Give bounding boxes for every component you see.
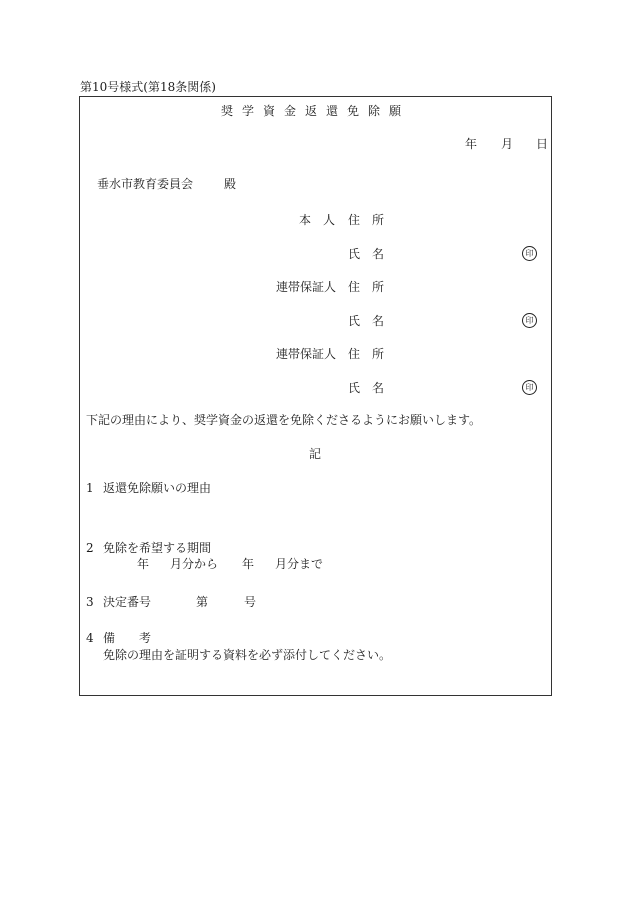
item2-month-to: 月分まで: [275, 557, 324, 571]
ki-heading: 記: [309, 447, 322, 461]
item3-dai: 第: [196, 595, 209, 609]
guarantor1-address-label: 住 所: [348, 280, 385, 294]
item2-label: 免除を希望する期間: [103, 541, 212, 555]
applicant-role: 本 人: [299, 213, 336, 227]
guarantor2-name-label: 氏 名: [348, 381, 385, 395]
addressee-honorific: 殿: [224, 177, 237, 191]
addressee-name: 垂水市教育委員会: [97, 177, 194, 191]
item3-go: 号: [244, 595, 257, 609]
form-number-label: 第10号様式(第18条関係): [80, 80, 216, 94]
item1-number: 1: [86, 481, 94, 495]
guarantor1-name-label: 氏 名: [348, 314, 385, 328]
item2-number: 2: [86, 541, 94, 555]
item3-number: 3: [86, 595, 94, 609]
request-text: 下記の理由により、奨学資金の返還を免除くださるようにお願いします。: [86, 413, 482, 427]
guarantor2-role: 連帯保証人: [276, 347, 337, 361]
item2-year-from: 年: [137, 557, 150, 571]
item1-label: 返還免除願いの理由: [103, 481, 212, 495]
date-year-label: 年: [465, 137, 478, 151]
applicant-name-label: 氏 名: [348, 247, 385, 261]
item2-month-from: 月分から: [170, 557, 219, 571]
date-month-label: 月: [501, 137, 514, 151]
guarantor1-seal-mark: 印: [522, 313, 537, 328]
item4-number: 4: [86, 631, 94, 645]
item2-year-to: 年: [242, 557, 255, 571]
form-title: 奨学資金返還免除願: [220, 104, 410, 118]
guarantor2-address-label: 住 所: [348, 347, 385, 361]
item3-label: 決定番号: [103, 595, 152, 609]
item4-label: 備 考: [103, 631, 152, 645]
item4-note: 免除の理由を証明する資料を必ず添付してください。: [103, 648, 392, 662]
guarantor1-role: 連帯保証人: [276, 280, 337, 294]
applicant-address-label: 住 所: [348, 213, 385, 227]
guarantor2-seal-mark: 印: [522, 380, 537, 395]
applicant-seal-mark: 印: [522, 246, 537, 261]
date-day-label: 日: [536, 137, 549, 151]
